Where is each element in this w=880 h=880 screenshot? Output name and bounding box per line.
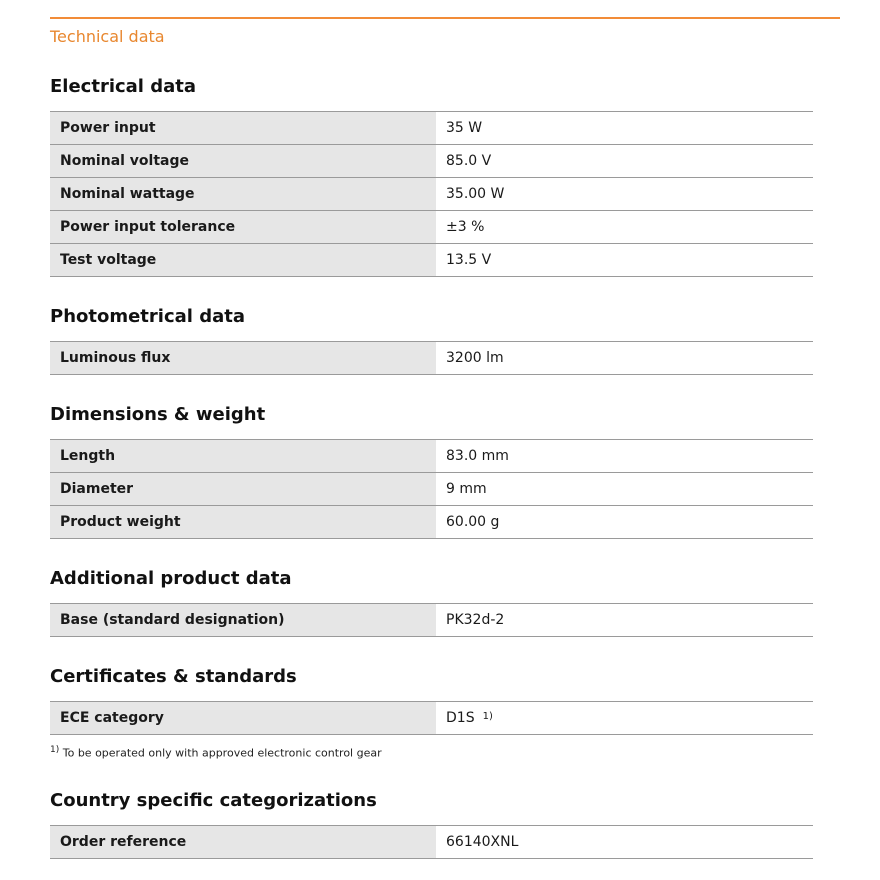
spec-value: D1S xyxy=(446,710,475,726)
table-row xyxy=(50,473,813,506)
table-row xyxy=(50,506,813,539)
spec-label: Nominal wattage xyxy=(50,178,436,211)
section-electrical-data xyxy=(50,75,813,277)
table-row xyxy=(50,604,813,637)
footnote-reference: 1) xyxy=(482,711,493,722)
spec-value: 85.0 V xyxy=(436,145,813,178)
spec-value: ±3 % xyxy=(436,211,813,244)
spec-value: 35 W xyxy=(436,112,813,145)
spec-table xyxy=(50,439,813,539)
spec-label: Test voltage xyxy=(50,244,436,277)
spec-value: 35.00 W xyxy=(436,178,813,211)
table-row xyxy=(50,112,813,145)
spec-label: Power input tolerance xyxy=(50,211,436,244)
section-title: Electrical data xyxy=(50,76,197,97)
table-row xyxy=(50,440,813,473)
table-row xyxy=(50,702,813,735)
spec-table xyxy=(50,701,813,735)
page-title: Technical data xyxy=(50,27,165,46)
spec-value: PK32d-2 xyxy=(436,604,813,637)
spec-value: 60.00 g xyxy=(436,506,813,539)
spec-value: 9 mm xyxy=(436,473,813,506)
section-title: Dimensions & weight xyxy=(50,404,266,425)
footnote-text: To be operated only with approved electronic control gear xyxy=(62,746,382,760)
spec-table xyxy=(50,341,813,375)
section-title: Photometrical data xyxy=(50,306,245,327)
spec-label: Nominal voltage xyxy=(50,145,436,178)
section-photometrical-data xyxy=(50,305,813,375)
footnote xyxy=(50,745,382,760)
table-row xyxy=(50,342,813,375)
table-row xyxy=(50,826,813,859)
table-row xyxy=(50,178,813,211)
section-additional-product-data xyxy=(50,567,813,637)
spec-label: Base (standard designation) xyxy=(50,604,436,637)
section-country-specific-categorizations xyxy=(50,789,813,859)
header-divider xyxy=(50,17,840,19)
spec-value: 66140XNL xyxy=(436,826,813,859)
table-row xyxy=(50,244,813,277)
table-row xyxy=(50,211,813,244)
spec-value: 13.5 V xyxy=(436,244,813,277)
spec-label: Luminous flux xyxy=(50,342,436,375)
spec-label: Diameter xyxy=(50,473,436,506)
section-certificates-standards xyxy=(50,665,813,735)
spec-value: 83.0 mm xyxy=(436,440,813,473)
spec-label: Product weight xyxy=(50,506,436,539)
spec-table xyxy=(50,111,813,277)
spec-label: ECE category xyxy=(50,702,436,735)
spec-label: Length xyxy=(50,440,436,473)
spec-value: 3200 lm xyxy=(436,342,813,375)
section-dimensions-weight xyxy=(50,403,813,539)
spec-table xyxy=(50,825,813,859)
spec-label: Power input xyxy=(50,112,436,145)
section-title: Country specific categorizations xyxy=(50,790,377,811)
section-title: Certificates & standards xyxy=(50,666,297,687)
spec-label: Order reference xyxy=(50,826,436,859)
footnote-marker: 1) xyxy=(50,745,60,755)
spec-value-cell xyxy=(436,702,813,735)
section-title: Additional product data xyxy=(50,568,292,589)
table-row xyxy=(50,145,813,178)
spec-table xyxy=(50,603,813,637)
